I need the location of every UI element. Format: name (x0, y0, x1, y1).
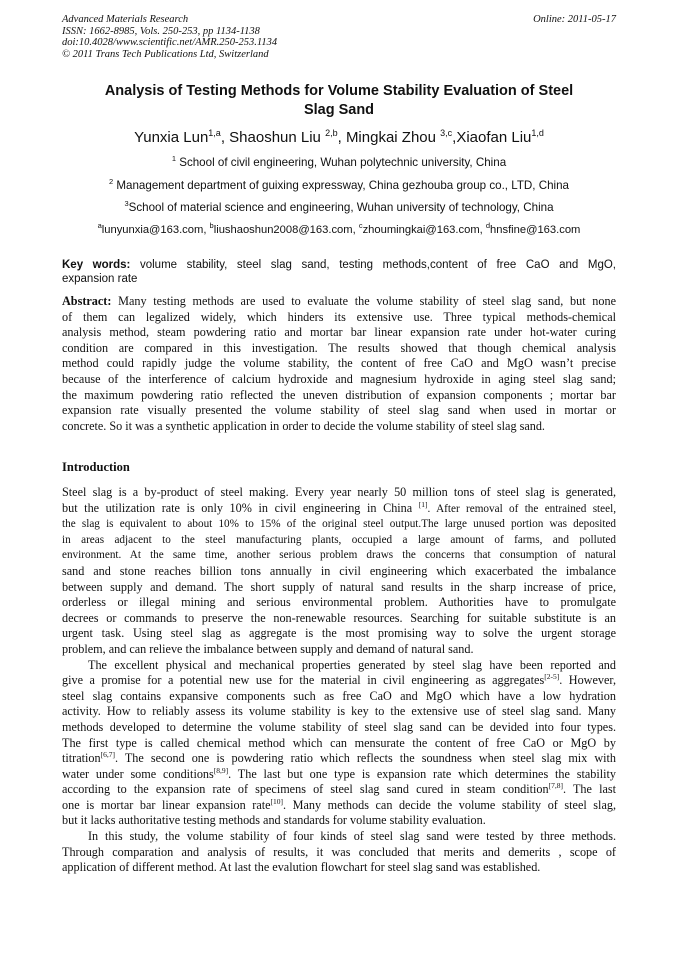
body-text: titration (62, 751, 101, 766)
body-line: Through comparation and analysis of results, it was concluded that merits and demerits , scope of (62, 844, 616, 859)
body-text: give a promise for a potential new use for the material in civil engineering as aggregates (62, 673, 545, 688)
body-line: sand and stone reaches billion tons annually in civil engineering which exacerbated the imbalance (62, 563, 616, 578)
abstract-text: the maximum powdering ratio reflected the uneven distribution of expansion components ; mortar bar (62, 387, 616, 402)
citation-sup: [7,8] (548, 781, 563, 791)
body-line: environment. At the same time, another serious problem draws the concerns that consumption of natural (62, 549, 616, 562)
body-line: methods developed to determine the volume stability of steel slag sand can be devided into four types. (62, 719, 616, 734)
author-affil-sup: 1,a (208, 128, 221, 138)
email-sup: a (97, 221, 102, 230)
author-name: Yunxia Lun (134, 129, 209, 146)
body-text: . The last (563, 782, 617, 797)
abstract-text: method could rapidly judge the volume stability, the content of free CaO and MgO wasn’t precise (62, 356, 616, 371)
body-text: . The second one is powdering ratio which reflects the soundness when steel slag mix with (114, 751, 616, 766)
abstract-text: because of the interference of calcium hydroxide and magnesium hydroxide in aging steel slag sand; (62, 371, 616, 386)
email-sup: c (358, 221, 363, 230)
body-text: one is mortar bar linear expansion rate (62, 797, 271, 812)
author-name: Xiaofan Liu (456, 129, 532, 146)
abstract (62, 294, 616, 434)
body-text: . After removal of the entrained steel, (427, 502, 616, 515)
body-line: but it lacks authoritative testing methods and standards for volume stability evaluation. (62, 813, 486, 828)
abstract-text: condition are compared in this investigation. The results showed that though chemical analysis (62, 340, 616, 355)
author-sep: , (337, 129, 346, 146)
body-line (62, 673, 616, 689)
keywords (62, 258, 616, 286)
email-text: liushaoshun2008@163.com, (213, 224, 359, 236)
citation-sup: [8,9] (213, 765, 229, 775)
email-text: hnsfine@163.com (490, 224, 581, 236)
email-text: lunyunxia@163.com, (101, 224, 210, 236)
body-line (62, 751, 616, 767)
citation-sup: [10] (270, 796, 284, 806)
affil-sup: 2 (108, 177, 114, 186)
body-text: . The last but one type is expansion rate which determines the stability (228, 766, 616, 781)
affiliation-3 (40, 201, 638, 215)
abstract-text: Many testing methods are used to evaluate the volume stability of steel slag sand, but none (111, 294, 616, 308)
author-affil-sup: 3,c (440, 128, 453, 138)
keywords-label: Key words: (62, 259, 131, 271)
keywords-text: expansion rate (62, 273, 138, 285)
body-line (62, 798, 616, 814)
affiliation-1 (40, 156, 638, 170)
body-text: water under some conditions (62, 766, 214, 781)
author-name: Shaoshun Liu (229, 129, 326, 146)
introduction-body (62, 485, 616, 876)
paper-title (62, 82, 616, 120)
online-date: Online: 2011-05-17 (533, 14, 616, 25)
doi-line: doi:10.4028/www.scientific.net/AMR.250-253.1134 (62, 37, 278, 48)
abstract-text: expansion rate visually presented the volume stability of steel slag sand when used in mortar or (62, 403, 616, 418)
body-line (62, 501, 616, 518)
copyright-line: © 2011 Trans Tech Publications Ltd, Switzerland (62, 48, 269, 60)
body-line: decrees or commands to preserve the non-renewable resources. Searching for suitable substitute is an (62, 610, 616, 625)
body-line: between supply and demand. The short supply of natural sand results in the sharp increase of price, (62, 579, 616, 594)
body-text: . Many methods can decide the volume stability of steel slag, (283, 797, 616, 812)
body-text: but the utilization rate is only 10% in civil engineering in China (62, 500, 419, 515)
affiliation-2 (40, 179, 638, 193)
body-line: The excellent physical and mechanical properties generated by steel slag have been reported and (88, 657, 616, 672)
citation-sup: [1] (418, 499, 428, 509)
email-text: zhoumingkai@163.com, (362, 224, 486, 236)
section-heading-introduction: Introduction (62, 460, 130, 474)
abstract-label: Abstract: (62, 294, 112, 308)
journal-header (62, 14, 616, 60)
author-name: Mingkai Zhou (345, 129, 441, 146)
author-affil-sup: 2,b (325, 128, 338, 138)
body-text: . However, (559, 673, 616, 688)
affil-text: School of civil engineering, Wuhan polytechnic university, China (175, 156, 507, 169)
citation-sup: [6,7] (100, 750, 115, 760)
journal-name: Advanced Materials Research (62, 14, 189, 25)
author-list (40, 128, 638, 148)
abstract-text: analysis method, steam powdering ratio and mortar bar linear expansion rate under hot-water curing (62, 325, 616, 340)
citation-sup: [2-5] (544, 672, 560, 682)
title-line: Slag Sand (303, 102, 375, 118)
issn-line: ISSN: 1662-8985, Vols. 250-253, pp 1134-1138 (62, 25, 260, 37)
author-sep: , (452, 129, 457, 146)
keywords-text: volume stability, steel slag sand, testing methods,content of free CaO and MgO, (130, 259, 616, 271)
abstract-text: concrete. So it was a synthetic application in order to decide the volume stability of steel slag sand. (62, 418, 545, 433)
body-line: orderless or illegal mining and serious environmental problem. Authorities have to promulgate (62, 595, 616, 610)
body-line (62, 767, 616, 783)
body-line: In this study, the volume stability of four kinds of steel slag sand were tested by three methods. (88, 829, 616, 844)
affil-text: School of material science and engineering, Wuhan university of technology, China (128, 201, 554, 214)
body-line: the slag is equivalent to about 10% to 15% of the original steel output.The large unused portion was deposited (62, 518, 616, 531)
body-line: application of different method. At last the evalution flowchart for steel slag sand was established. (62, 860, 541, 875)
author-sep: , (220, 129, 230, 146)
affil-text: Management department of guixing expressway, China gezhouba group co., LTD, China (113, 179, 570, 192)
author-affil-sup: 1,d (531, 128, 544, 138)
body-line: The first type is called chemical method which can mensurate the content of free CaO or MgO by (62, 735, 616, 750)
author-emails (40, 223, 638, 237)
body-line: in areas adjacent to the steel manufacturing plants, occupied a large amount of farms, and polluted (62, 533, 616, 546)
body-line: urgent task. Using steel slag as aggregate is the most promising way to solve the urgent storage (62, 626, 616, 641)
body-line: steel slag contains expansive components such as free CaO and MgO which have a low hydration (62, 688, 616, 703)
body-line: Steel slag is a by-product of steel making. Every year nearly 50 million tons of steel slag is generated, (62, 485, 616, 499)
body-line: activity. How to reliably assess its volume stability is key to the extensive use of steel slag sand. Many (62, 704, 616, 719)
abstract-text: of them can legalized widely, which hinders its extensive use. Three typical methods-chemical (62, 309, 616, 324)
body-line: problem, and can relieve the imbalance between supply and demand of natural sand. (62, 641, 474, 656)
email-sup: b (209, 221, 214, 230)
body-line (62, 782, 616, 798)
email-sup: d (485, 221, 491, 230)
affil-sup: 1 (171, 154, 176, 163)
affil-sup: 3 (124, 199, 129, 208)
title-line: Analysis of Testing Methods for Volume Stability Evaluation of Steel (104, 83, 574, 99)
body-text: according to the expansion rate of specimens of steel slag sand cured in steam condition (62, 782, 549, 797)
